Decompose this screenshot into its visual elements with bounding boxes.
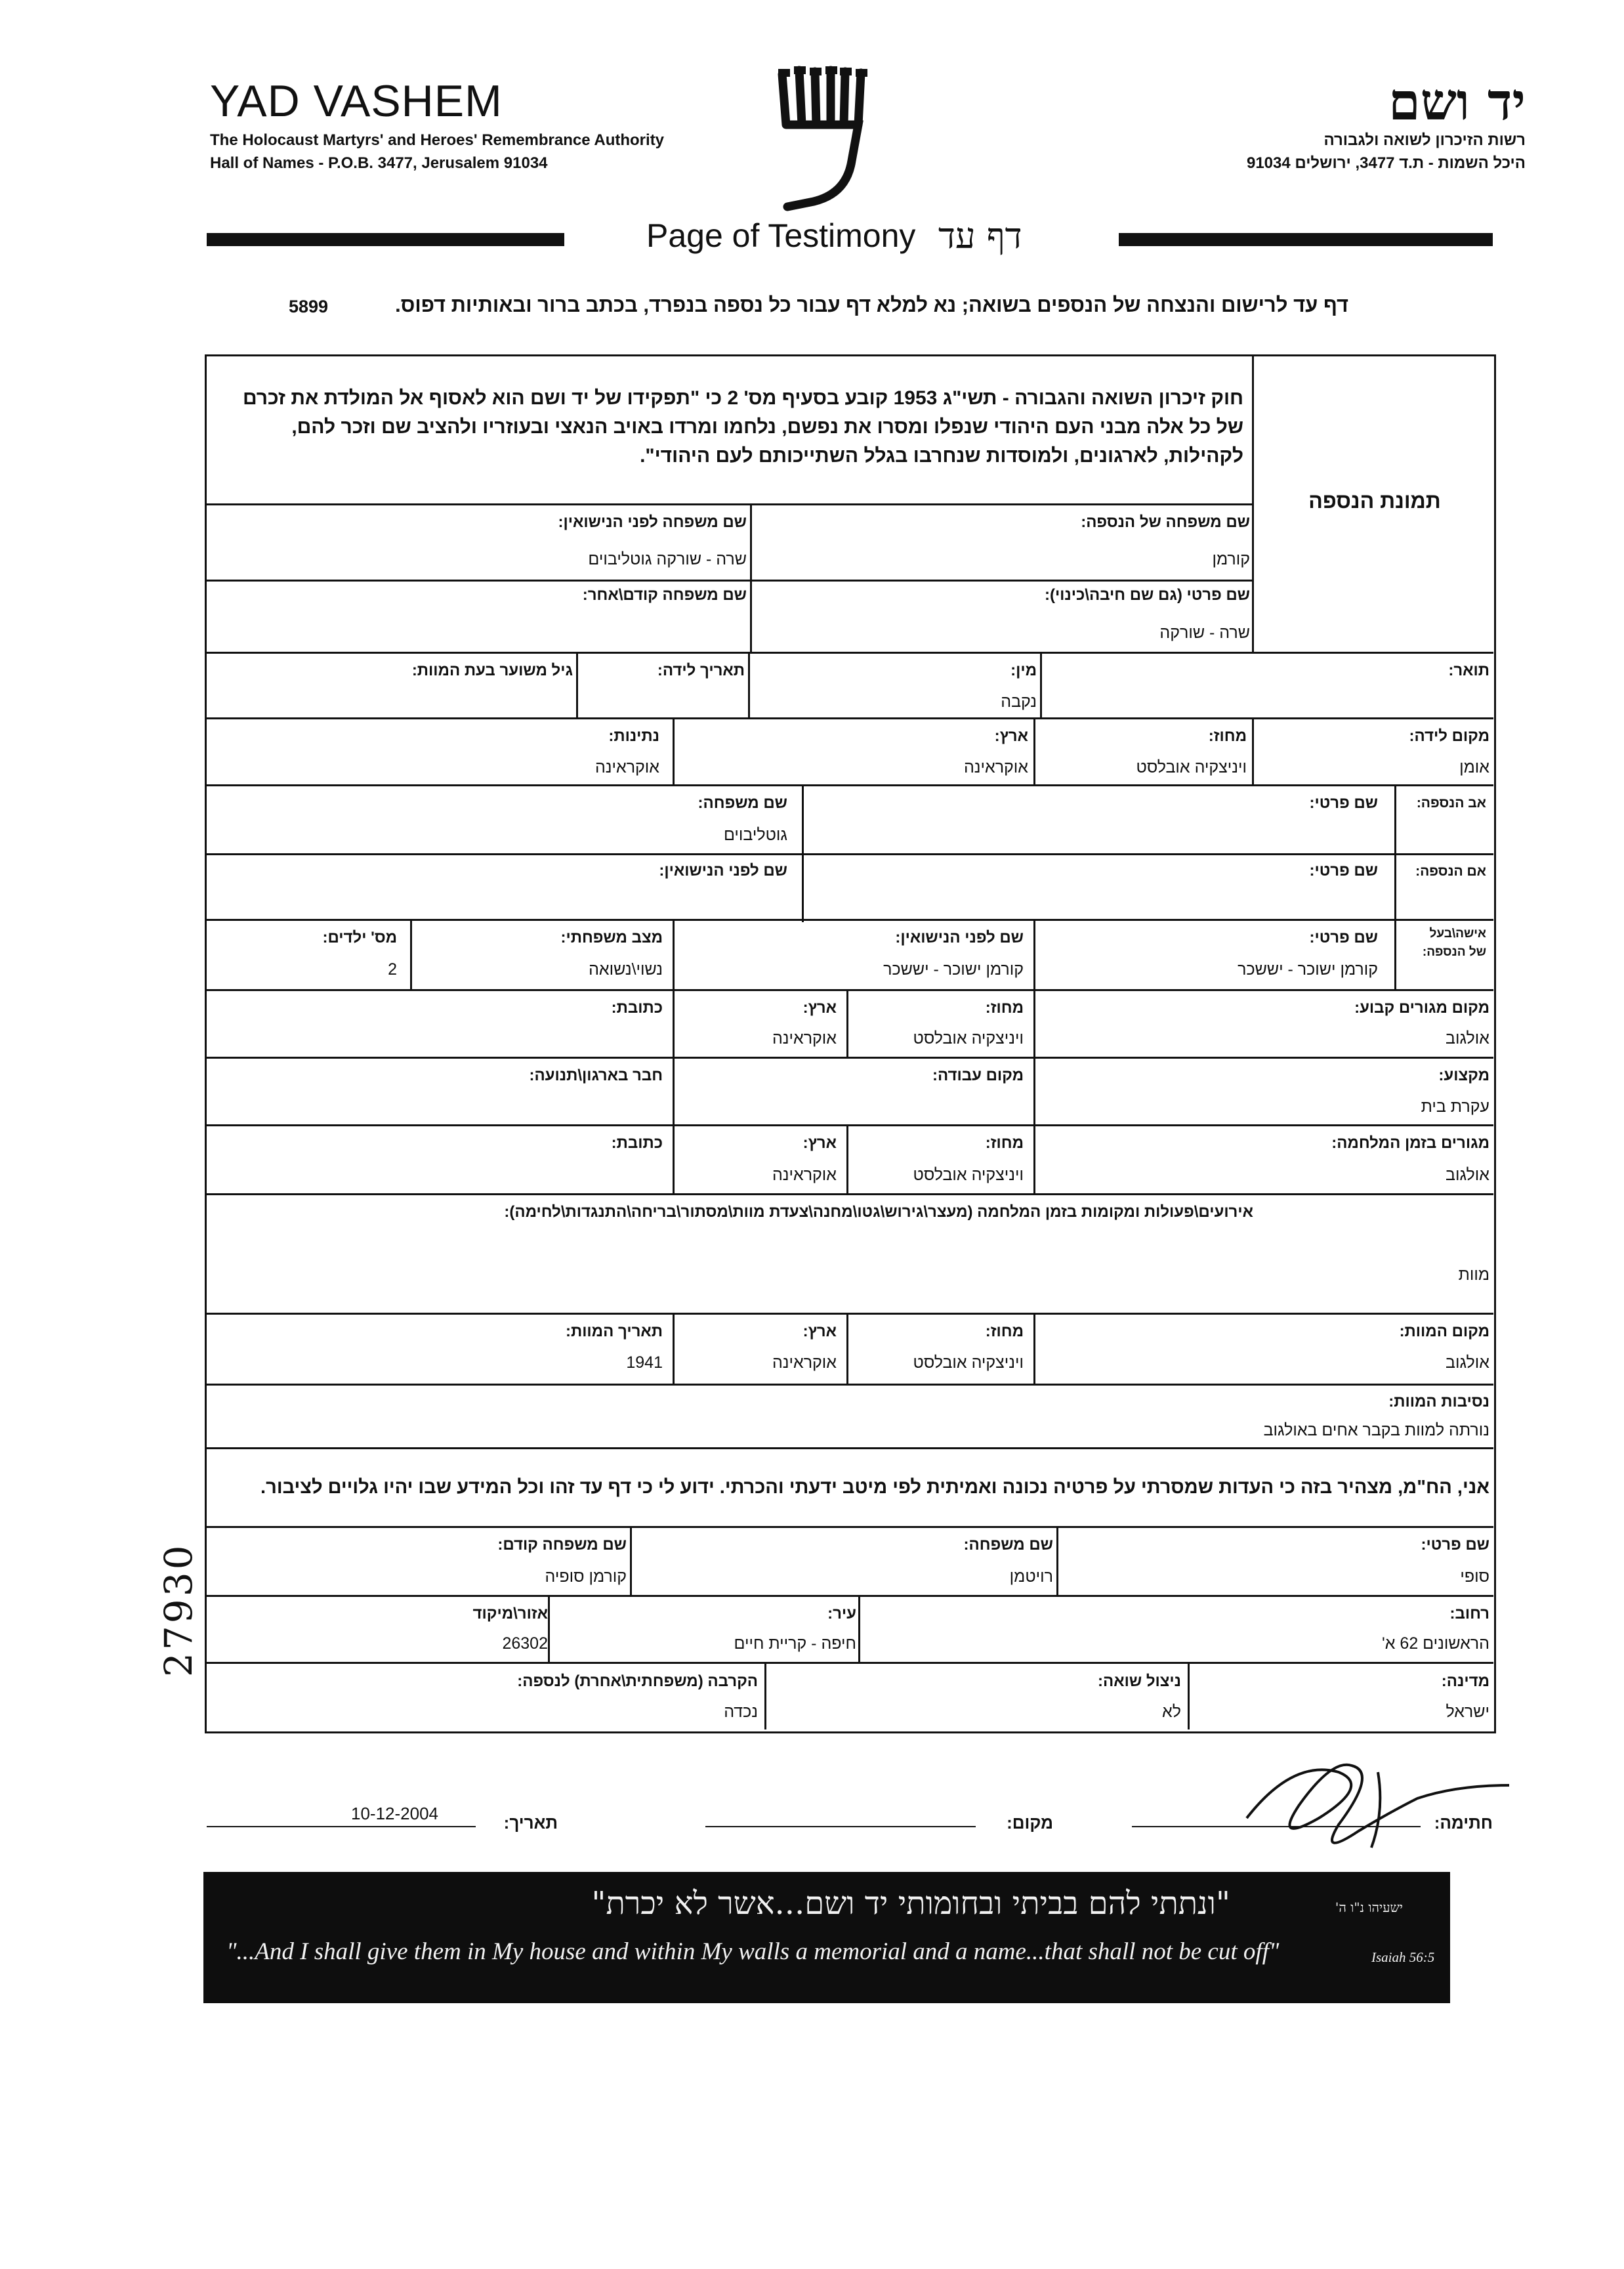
place-line [705,1826,976,1827]
org-address-en: Hall of Names - P.O.B. 3477, Jerusalem 91034 [210,154,548,172]
birth-country-label: ארץ: [994,727,1028,745]
war-country-label: ארץ: [802,1134,837,1152]
residence-value: אולגוב [1446,1029,1489,1048]
quote-english: "...And I shall give them in My house and within My walls a memorial and a name...that shall not be cut off" [226,1938,1280,1965]
photo-label: תמונת הנספה [1308,489,1441,513]
res-district-label: מחוז: [985,999,1024,1017]
quote-english-ref: Isaiah 56:5 [1371,1949,1435,1965]
maiden-name-value: שרה - שורקה גוטליבוים [588,550,747,568]
handwritten-record-id: 27930 [156,1542,201,1677]
submitter-city-value: חיפה - קריית חיים [734,1634,856,1653]
date-label: תאריך: [503,1813,558,1833]
yad-vashem-logo [774,62,879,213]
instruction-text: דף עד לרישום והנצחה של הנספים בשואה; נא למלא דף עבור כל נספה בנפרד, בכתב ברור ובאותיות דפוס. [395,293,1348,316]
spouse-maiden-label: שם לפני הנישואין: [895,929,1024,946]
death-place-value: אולגוב [1446,1353,1489,1372]
gender-value: נקבה [1001,692,1037,711]
war-residence-value: אולגוב [1446,1166,1489,1184]
death-place-label: מקום המוות: [1399,1323,1489,1340]
date-line [207,1826,476,1827]
birth-date-label: תאריך לידה: [657,662,745,679]
submitter-survivor-value: לא [1162,1703,1181,1721]
nationality-value: אוקראינה [594,758,659,776]
death-circumstances-label: נסיבות המוות: [1388,1393,1489,1410]
death-date-value: 1941 [626,1353,663,1372]
submitter-first-label: שם פרטי: [1421,1536,1489,1554]
org-name-en: YAD VASHEM [210,76,503,126]
form-number: 5899 [289,297,329,316]
events-label: אירועים\פעולות ומקומות בזמן המלחמה (מעצר\גירוש\גטו\מחנה\צעדת מוות\מסתור\בריחה\התנגדות\לחימה): [504,1203,1253,1221]
submitter-street-label: רחוב: [1449,1605,1489,1622]
title-label: תואר: [1448,662,1489,679]
quote-hebrew-ref: ישעיהו נ"ו ה' [1335,1899,1403,1915]
birth-country-value: אוקראינה [963,758,1028,776]
mother-label: אם הנספה: [1415,864,1486,879]
submitter-prev-surname-value: קורמן סופיה [545,1567,627,1586]
submitter-zip-label: אזור\מיקוד [472,1605,548,1622]
res-district-value: ויניצקיה אובלסט [913,1029,1024,1048]
submitter-country-value: ישראל [1446,1703,1489,1721]
title-bar-left [207,233,564,246]
workplace-label: מקום עבודה: [932,1067,1024,1084]
first-name-value: שרה - שורקה [1159,624,1250,642]
mother-maiden-label: שם לפני הנישואין: [659,862,787,880]
page-title-en: Page of Testimony [646,217,916,254]
mother-first-label: שם פרטי: [1309,862,1378,880]
place-label: מקום: [1007,1813,1053,1833]
death-date-label: תאריך המוות: [565,1323,663,1340]
date-value: 10-12-2004 [351,1804,438,1823]
first-name-label: שם פרטי (גם שם חיבה\כינוי): [1044,586,1250,604]
birth-district-label: מחוז: [1208,727,1247,745]
war-district-label: מחוז: [985,1134,1024,1152]
law-text: חוק זיכרון השואה והגבורה - תשי"ג 1953 קובע בסעיף מס' 2 כי "תפקידו של יד ושם הוא לאסוף אל המולדת את זכרם של כל אלה מבני העם היהודי שנפלו ומסרו את נפשם, נלחמו ומרדו באויב הנאצי ובעוזריו ולהציב שם וזכר להם, לקהילות, לארגונים, ולמוסדות שנחרבו בגלל השתייכותם לעם היהודי". [243,387,1243,467]
spouse-label-2: של הנספה: [1422,945,1486,959]
submitter-city-label: עיר: [827,1605,856,1622]
marital-status-value: נשוי\נשואה [589,960,663,979]
submitter-first-value: סופי [1460,1567,1489,1586]
org-subtitle-he: רשות הזיכרון לשואה ולגבורה [1323,131,1526,149]
res-address-label: כתובת: [611,999,663,1017]
res-country-label: ארץ: [802,999,837,1017]
submitter-relation-label: הקרבה (משפחתית\אחרת) לנספה: [517,1672,758,1690]
prev-surname-label: שם משפחה קודם\אחר: [582,586,747,604]
page-title-he: דף עד [938,215,1022,257]
death-circumstances-value: נורתה למוות בקבר אחים באולגוב [1263,1421,1489,1439]
res-country-value: אוקראינה [772,1029,837,1048]
quote-hebrew: "ונתתי להם בביתי ובחומותי יד ושם...אשר לא יכרת" [591,1885,1230,1922]
victim-surname-label: שם משפחה של הנספה: [1081,513,1250,531]
submitter-surname-label: שם משפחה: [963,1536,1053,1554]
father-surname-label: שם משפחה: [697,794,787,812]
children-value: 2 [388,960,397,979]
war-country-value: אוקראינה [772,1166,837,1184]
title-bar-right [1119,233,1493,246]
submitter-street-value: הראשונים 62 א' [1382,1634,1489,1653]
org-address-he: היכל השמות - ת.ד 3477, ירושלים 91034 [1246,154,1526,172]
gender-label: מין: [1010,662,1037,679]
org-member-label: חבר בארגון\תנועה: [529,1067,663,1084]
birth-district-value: ויניצקיה אובלסט [1136,758,1247,776]
signature-label: חתימה: [1434,1813,1493,1833]
org-subtitle-en: The Holocaust Martyrs' and Heroes' Remembrance Authority [210,131,665,149]
handwritten-signature [1220,1733,1522,1864]
spouse-first-label: שם פרטי: [1309,929,1378,946]
submitter-prev-surname-label: שם משפחה קודם: [497,1536,627,1554]
father-first-label: שם פרטי: [1309,794,1378,812]
profession-value: עקרת בית [1421,1097,1489,1116]
victim-surname-value: קורמן [1212,550,1250,568]
nationality-label: נתינות: [608,727,659,745]
spouse-label-1: אישה\בעל [1429,927,1486,941]
war-address-label: כתובת: [611,1134,663,1152]
submitter-relation-value: נכדה [724,1703,758,1721]
org-name-he: יד ושם [1388,72,1526,132]
marital-status-label: מצב משפחתי: [560,929,663,946]
death-country-label: ארץ: [802,1323,837,1340]
death-district-label: מחוז: [985,1323,1024,1340]
submitter-zip-value: 26302 [502,1634,548,1653]
death-district-value: ויניצקיה אובלסט [913,1353,1024,1372]
birth-place-value: אומן [1459,758,1489,776]
spouse-first-value: קורמן ישוכר - יששכר [1238,960,1378,979]
submitter-surname-value: רויטמן [1009,1567,1053,1586]
death-country-value: אוקראינה [772,1353,837,1372]
war-district-value: ויניצקיה אובלסט [913,1166,1024,1184]
quote-banner [203,1872,1450,2003]
age-at-death-label: גיל משוער בעת המוות: [411,662,573,679]
spouse-maiden-value: קורמן ישוכר - יששכר [883,960,1024,979]
events-value: מוות [1458,1265,1489,1284]
residence-label: מקום מגורים קבוע: [1354,999,1489,1017]
declaration-text: אני, הח"מ, מצהיר בזה כי העדות שמסרתי על פרטיה נכונה ואמיתית לפי מיטב ידעתי והכרתי. ידוע לי כי דף עד זהו וכל המידע שבו יהיו גלויים לציבור. [260,1477,1489,1498]
children-label: מס' ילדים: [322,929,397,946]
war-residence-label: מגורים בזמן המלחמה: [1331,1134,1489,1152]
submitter-country-label: מדינה: [1441,1672,1489,1690]
profession-label: מקצוע: [1438,1067,1489,1084]
birth-place-label: מקום לידה: [1409,727,1489,745]
submitter-survivor-label: ניצול שואה: [1098,1672,1181,1690]
maiden-name-label: שם משפחה לפני הנישואין: [558,513,747,531]
father-surname-value: גוטליבוים [723,826,787,844]
father-label: אב הנספה: [1416,795,1486,811]
